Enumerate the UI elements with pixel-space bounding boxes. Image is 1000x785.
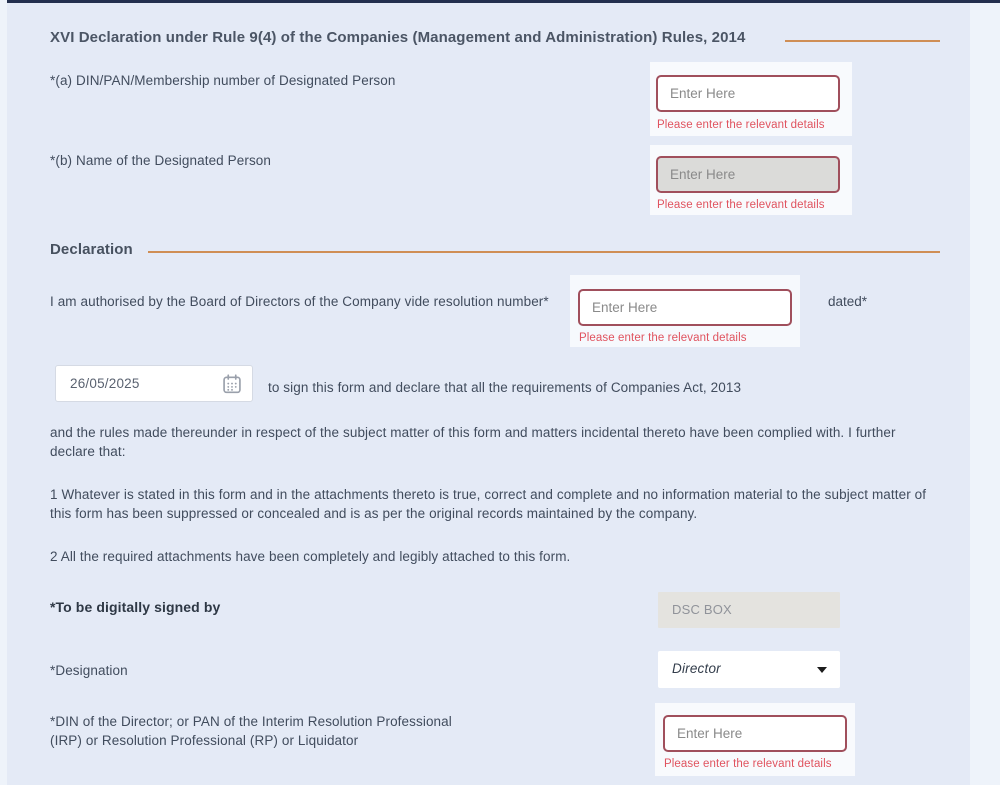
resolution-number-error: Please enter the relevant details — [579, 332, 747, 344]
designated-name-error: Please enter the relevant details — [657, 199, 825, 211]
designated-name-field-group — [650, 145, 852, 215]
din-membership-field-group — [650, 62, 852, 136]
din-director-label: *DIN of the Director; or PAN of the Interim Resolution Professional (IRP) or Resolution Professional (RP) or Liquidator — [50, 714, 452, 748]
din-director-input[interactable] — [663, 715, 847, 752]
declaration-divider — [148, 251, 940, 253]
din-membership-label: *(a) DIN/PAN/Membership number of Designated Person — [50, 73, 396, 88]
calendar-icon[interactable] — [222, 374, 242, 394]
din-membership-error: Please enter the relevant details — [657, 119, 825, 131]
designation-label: *Designation — [50, 663, 128, 678]
rules-paragraph: and the rules made thereunder in respect of the subject matter of this form and matters incidental thereto have been complied with. I further declare that: — [50, 425, 896, 459]
caret-down-icon — [817, 667, 827, 673]
declaration-heading: Declaration — [50, 241, 133, 258]
digitally-signed-label: *To be digitally signed by — [50, 599, 221, 615]
date-field[interactable] — [55, 365, 253, 402]
dated-label: dated* — [828, 294, 868, 309]
designation-selected-value: Director — [672, 661, 721, 676]
date-input[interactable] — [58, 368, 237, 399]
top-border-bar — [7, 0, 1000, 3]
declaration-point-2: 2 All the required attachments have been completely and legibly attached to this form. — [50, 549, 571, 564]
dsc-box[interactable]: DSC BOX — [658, 592, 840, 628]
resolution-number-field-group — [570, 275, 800, 347]
sign-form-text: to sign this form and declare that all the requirements of Companies Act, 2013 — [268, 380, 742, 395]
din-director-error: Please enter the relevant details — [664, 758, 832, 770]
authorised-text: I am authorised by the Board of Directors of the Company vide resolution number* — [50, 294, 549, 309]
din-membership-input[interactable] — [656, 75, 840, 112]
declaration-point-1: 1 Whatever is stated in this form and in the attachments thereto is true, correct and complete and no information material to the subject matter of this form has been suppressed or concealed and is as per the original records maintained by the company. — [50, 487, 927, 521]
section-title-divider — [785, 40, 940, 42]
designation-dropdown[interactable] — [658, 651, 840, 688]
din-director-field-group — [655, 703, 855, 776]
section-title: XVI Declaration under Rule 9(4) of the Companies (Management and Administration) Rules, 2014 — [50, 29, 746, 46]
designated-name-label: *(b) Name of the Designated Person — [50, 153, 272, 168]
designated-name-input[interactable] — [656, 156, 840, 193]
resolution-number-input[interactable] — [578, 289, 792, 326]
